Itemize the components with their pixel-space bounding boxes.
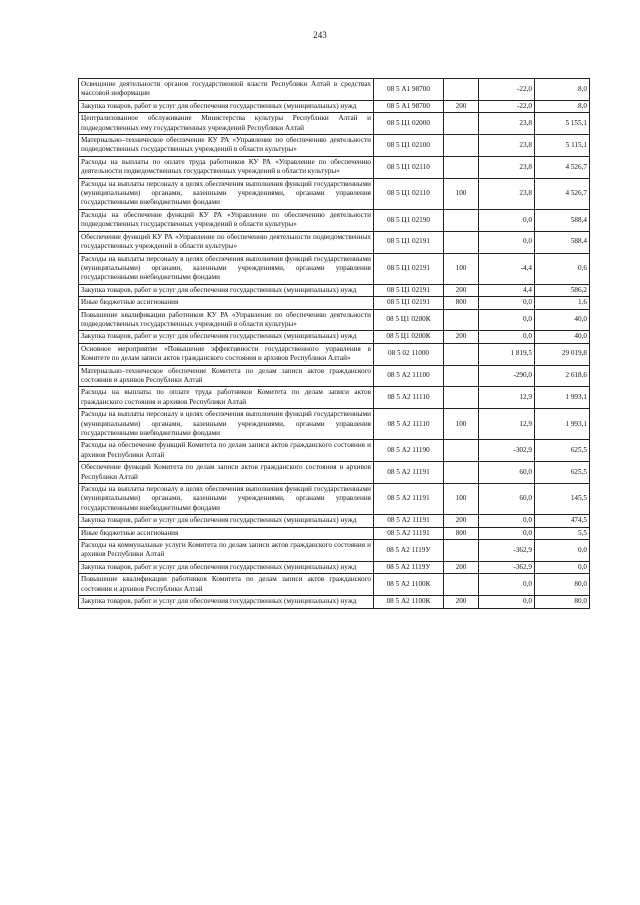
target-article-code-cell: 08 5 Ц1 02191 — [374, 231, 444, 253]
table-row — [79, 231, 590, 253]
expense-name-cell: Обеспечение функций Комитета по делам записи актов гражданского состояния и архивов Республики Алтай — [79, 462, 374, 484]
total-amount-cell: 588,4 — [535, 231, 590, 253]
expense-type-code-cell — [444, 113, 479, 135]
expense-type-code-cell — [444, 309, 479, 331]
total-amount-cell: 588,4 — [535, 209, 590, 231]
change-amount-cell: -4,4 — [479, 253, 535, 284]
total-amount-cell: 1,6 — [535, 297, 590, 309]
target-article-code-cell: 08 5 А2 1100К — [374, 596, 444, 608]
change-amount-cell: 12,9 — [479, 409, 535, 440]
target-article-code-cell: 08 5 А2 11191 — [374, 484, 444, 515]
table-row — [79, 297, 590, 309]
target-article-code-cell: 08 5 А2 1119У — [374, 540, 444, 562]
expense-name-cell: Расходы на выплаты персоналу в целях обеспечения выполнения функций государственными (муниципальными) органами, казенными учреждениями, органами управления государственными внебюджетными фондами — [79, 178, 374, 209]
expense-type-code-cell — [444, 231, 479, 253]
total-amount-cell: 625,5 — [535, 440, 590, 462]
target-article-code-cell: 08 5 А2 1119У — [374, 561, 444, 573]
table-row — [79, 387, 590, 409]
target-article-code-cell: 08 5 Ц1 0200К — [374, 331, 444, 343]
budget-table-body — [79, 79, 590, 609]
expense-type-code-cell: 200 — [444, 331, 479, 343]
expense-name-cell: Централизованное обслуживание Министерства культуры Республики Алтай и подведомственных ему государственных учреждений Республики Алтай — [79, 113, 374, 135]
total-amount-cell: 8,0 — [535, 79, 590, 101]
table-row — [79, 113, 590, 135]
table-row — [79, 365, 590, 387]
change-amount-cell: 0,0 — [479, 515, 535, 527]
expense-type-code-cell — [444, 365, 479, 387]
budget-table — [78, 78, 590, 609]
table-row — [79, 100, 590, 112]
change-amount-cell: 0,0 — [479, 297, 535, 309]
change-amount-cell: -362,9 — [479, 540, 535, 562]
expense-name-cell: Повышение квалификации работников КУ РА «Управление по обеспечению деятельности подведомственных государственных учреждений в области культуры» — [79, 309, 374, 331]
target-article-code-cell: 08 5 02 11000 — [374, 343, 444, 365]
expense-type-code-cell — [444, 79, 479, 101]
expense-type-code-cell — [444, 209, 479, 231]
total-amount-cell: 29 019,8 — [535, 343, 590, 365]
expense-type-code-cell — [444, 135, 479, 157]
expense-type-code-cell — [444, 574, 479, 596]
expense-type-code-cell: 200 — [444, 561, 479, 573]
expense-type-code-cell — [444, 440, 479, 462]
table-row — [79, 79, 590, 101]
expense-name-cell: Расходы на коммунальные услуги Комитета по делам записи актов гражданского состояния и архивов Республики Алтай — [79, 540, 374, 562]
target-article-code-cell: 08 5 Ц1 02191 — [374, 284, 444, 296]
page-number: 243 — [313, 30, 327, 40]
target-article-code-cell: 08 5 Ц1 02110 — [374, 178, 444, 209]
change-amount-cell: 1 819,5 — [479, 343, 535, 365]
expense-type-code-cell: 100 — [444, 484, 479, 515]
expense-name-cell: Закупка товаров, работ и услуг для обеспечения государственных (муниципальных) нужд — [79, 331, 374, 343]
total-amount-cell: 4 526,7 — [535, 156, 590, 178]
change-amount-cell: -290,0 — [479, 365, 535, 387]
expense-name-cell: Закупка товаров, работ и услуг для обеспечения государственных (муниципальных) нужд — [79, 100, 374, 112]
total-amount-cell: 5 115,1 — [535, 135, 590, 157]
change-amount-cell: -22,0 — [479, 100, 535, 112]
table-row — [79, 309, 590, 331]
change-amount-cell: 60,0 — [479, 462, 535, 484]
expense-type-code-cell: 100 — [444, 409, 479, 440]
target-article-code-cell: 08 5 Ц1 02100 — [374, 135, 444, 157]
expense-name-cell: Иные бюджетные ассигнования — [79, 297, 374, 309]
total-amount-cell: 40,0 — [535, 331, 590, 343]
expense-type-code-cell — [444, 156, 479, 178]
table-row — [79, 178, 590, 209]
table-row — [79, 440, 590, 462]
expense-name-cell: Материально–техническое обеспечение КУ РА «Управление по обеспечению деятельности подведомственных государственных учреждений в области культуры» — [79, 135, 374, 157]
target-article-code-cell: 08 5 А2 11100 — [374, 365, 444, 387]
table-row — [79, 284, 590, 296]
expense-type-code-cell: 200 — [444, 515, 479, 527]
table-row — [79, 156, 590, 178]
expense-name-cell: Расходы на выплаты персоналу в целях обеспечения выполнения функций государственными (муниципальными) органами, казенными учреждениями, органами управления государственными внебюджетными фондами — [79, 409, 374, 440]
total-amount-cell: 0,6 — [535, 253, 590, 284]
change-amount-cell: 23,8 — [479, 156, 535, 178]
expense-name-cell: Расходы на выплаты по оплате труда работников Комитета по делам записи актов гражданского состояния и архивов Республики Алтай — [79, 387, 374, 409]
expense-name-cell: Основное мероприятие «Повышение эффективности государственного управления в Комитете по делам записи актов гражданского состояния и архивов Республики Алтай» — [79, 343, 374, 365]
expense-type-code-cell: 200 — [444, 284, 479, 296]
target-article-code-cell: 08 5 А2 11191 — [374, 527, 444, 539]
table-row — [79, 561, 590, 573]
expense-type-code-cell: 200 — [444, 596, 479, 608]
target-article-code-cell: 08 5 Ц1 02191 — [374, 297, 444, 309]
expense-name-cell: Закупка товаров, работ и услуг для обеспечения государственных (муниципальных) нужд — [79, 515, 374, 527]
total-amount-cell: 80,0 — [535, 596, 590, 608]
target-article-code-cell: 08 5 Ц1 02110 — [374, 156, 444, 178]
expense-type-code-cell — [444, 540, 479, 562]
total-amount-cell: 2 618,6 — [535, 365, 590, 387]
expense-name-cell: Закупка товаров, работ и услуг для обеспечения государственных (муниципальных) нужд — [79, 596, 374, 608]
expense-type-code-cell: 800 — [444, 527, 479, 539]
total-amount-cell: 145,5 — [535, 484, 590, 515]
expense-name-cell: Освещение деятельности органов государственной власти Республики Алтай в средствах массовой информации — [79, 79, 374, 101]
change-amount-cell: 0,0 — [479, 596, 535, 608]
total-amount-cell: 0,0 — [535, 561, 590, 573]
change-amount-cell: 0,0 — [479, 331, 535, 343]
change-amount-cell: 23,8 — [479, 178, 535, 209]
total-amount-cell: 625,5 — [535, 462, 590, 484]
target-article-code-cell: 08 5 Ц1 02190 — [374, 209, 444, 231]
target-article-code-cell: 08 5 А2 11110 — [374, 387, 444, 409]
expense-type-code-cell — [444, 462, 479, 484]
expense-name-cell: Расходы на обеспечение функций КУ РА «Управление по обеспечению деятельности подведомственных государственных учреждений в области культуры» — [79, 209, 374, 231]
expense-name-cell: Закупка товаров, работ и услуг для обеспечения государственных (муниципальных) нужд — [79, 561, 374, 573]
expense-name-cell: Расходы на выплаты персоналу в целях обеспечения выполнения функций государственными (муниципальными) органами, казенными учреждениями, органами управления государственными внебюджетными фондами — [79, 484, 374, 515]
total-amount-cell: 586,2 — [535, 284, 590, 296]
change-amount-cell: 0,0 — [479, 209, 535, 231]
target-article-code-cell: 08 5 А1 98700 — [374, 79, 444, 101]
expense-name-cell: Иные бюджетные ассигнования — [79, 527, 374, 539]
expense-name-cell: Материально–техническое обеспечение Комитета по делам записи актов гражданского состояния и архивов Республики Алтай — [79, 365, 374, 387]
change-amount-cell: 0,0 — [479, 527, 535, 539]
total-amount-cell: 5 155,1 — [535, 113, 590, 135]
expense-name-cell: Расходы на обеспечение функций Комитета по делам записи актов гражданского состояния и архивов Республики Алтай — [79, 440, 374, 462]
table-row — [79, 515, 590, 527]
table-row — [79, 209, 590, 231]
table-row — [79, 574, 590, 596]
target-article-code-cell: 08 5 А2 11191 — [374, 515, 444, 527]
change-amount-cell: -362,9 — [479, 561, 535, 573]
table-row — [79, 484, 590, 515]
total-amount-cell: 1 993,1 — [535, 387, 590, 409]
total-amount-cell: 0,0 — [535, 540, 590, 562]
target-article-code-cell: 08 5 Ц1 02191 — [374, 253, 444, 284]
target-article-code-cell: 08 5 А2 11191 — [374, 462, 444, 484]
table-row — [79, 331, 590, 343]
total-amount-cell: 40,0 — [535, 309, 590, 331]
table-row — [79, 540, 590, 562]
table-row — [79, 343, 590, 365]
target-article-code-cell: 08 5 Ц1 0200К — [374, 309, 444, 331]
change-amount-cell: -22,0 — [479, 79, 535, 101]
expense-type-code-cell: 100 — [444, 253, 479, 284]
expense-type-code-cell: 800 — [444, 297, 479, 309]
table-row — [79, 596, 590, 608]
expense-type-code-cell — [444, 387, 479, 409]
total-amount-cell: 474,5 — [535, 515, 590, 527]
change-amount-cell: 0,0 — [479, 231, 535, 253]
expense-name-cell: Расходы на выплаты по оплате труда работников КУ РА «Управление по обеспечению деятельности подведомственных государственных учреждений в области культуры» — [79, 156, 374, 178]
total-amount-cell: 5,5 — [535, 527, 590, 539]
change-amount-cell: 23,8 — [479, 135, 535, 157]
change-amount-cell: 60,0 — [479, 484, 535, 515]
target-article-code-cell: 08 5 Ц1 02000 — [374, 113, 444, 135]
change-amount-cell: 0,0 — [479, 309, 535, 331]
total-amount-cell: 1 993,1 — [535, 409, 590, 440]
change-amount-cell: -302,9 — [479, 440, 535, 462]
expense-name-cell: Закупка товаров, работ и услуг для обеспечения государственных (муниципальных) нужд — [79, 284, 374, 296]
change-amount-cell: 23,8 — [479, 113, 535, 135]
expense-type-code-cell: 100 — [444, 178, 479, 209]
total-amount-cell: 4 526,7 — [535, 178, 590, 209]
table-row — [79, 409, 590, 440]
table-row — [79, 135, 590, 157]
change-amount-cell: 4,4 — [479, 284, 535, 296]
table-row — [79, 462, 590, 484]
target-article-code-cell: 08 5 А2 11110 — [374, 409, 444, 440]
target-article-code-cell: 08 5 А2 11190 — [374, 440, 444, 462]
table-row — [79, 527, 590, 539]
target-article-code-cell: 08 5 А2 1100К — [374, 574, 444, 596]
expense-type-code-cell — [444, 343, 479, 365]
expense-name-cell: Повышение квалификации работников Комитета по делам записи актов гражданского состояния и архивов Республики Алтай — [79, 574, 374, 596]
total-amount-cell: 8,0 — [535, 100, 590, 112]
table-row — [79, 253, 590, 284]
expense-name-cell: Расходы на выплаты персоналу в целях обеспечения выполнения функций государственными (муниципальными) органами, казенными учреждениями, органами управления государственными внебюджетными фондами — [79, 253, 374, 284]
total-amount-cell: 80,0 — [535, 574, 590, 596]
target-article-code-cell: 08 5 А1 98700 — [374, 100, 444, 112]
expense-name-cell: Обеспечение функций КУ РА «Управление по обеспечению деятельности подведомственных государственных учреждений в области культуры» — [79, 231, 374, 253]
change-amount-cell: 12,9 — [479, 387, 535, 409]
change-amount-cell: 0,0 — [479, 574, 535, 596]
expense-type-code-cell: 200 — [444, 100, 479, 112]
